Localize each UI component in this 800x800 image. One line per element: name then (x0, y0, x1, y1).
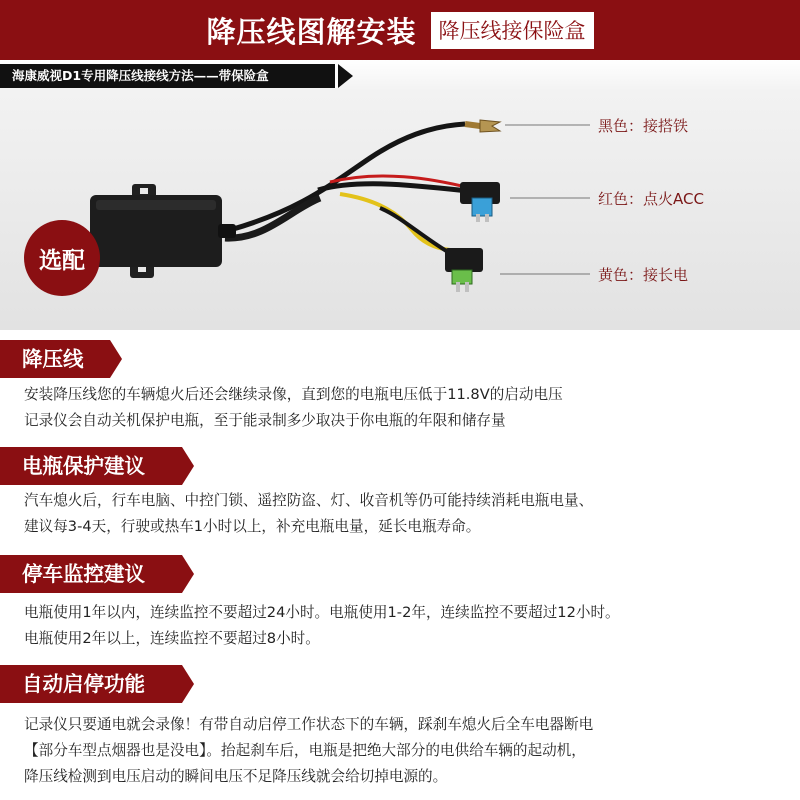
page-banner (0, 0, 800, 60)
strip-label: 海康威视D1专用降压线接线方法——带保险盒 (0, 64, 338, 88)
subheading-strip (0, 60, 800, 90)
text-line: 记录仪只要通电就会录像！有带自动启停工作状态下的车辆，踩刹车熄火后全车电器断电 (24, 716, 594, 733)
section-heading-step-down-cable: 降压线 (0, 340, 110, 378)
text-line: 降压线检测到电压启动的瞬间电压不足降压线就会给切掉电源的。 (24, 768, 448, 785)
text-line: 建议每3-4天，行驶或热车1小时以上，补充电瓶电量，延长电瓶寿命。 (24, 518, 481, 535)
banner-title: 降压线图解安装 (206, 14, 417, 49)
section-heading-battery-protection: 电瓶保护建议 (0, 447, 182, 485)
banner-subtitle: 降压线接保险盒 (431, 12, 594, 49)
text-line: 电瓶使用1年以内，连续监控不要超过24小时。电瓶使用1-2年，连续监控不要超过12小时。 (24, 604, 620, 621)
battery-fuse-holder (445, 248, 483, 272)
optional-badge: 选配 (24, 220, 100, 296)
text-line: 记录仪会自动关机保护电瓶，至于能录制多少取决于你电瓶的年限和储存量 (24, 412, 506, 429)
section-body-battery-protection (24, 488, 790, 540)
yellow-wire-label: 黄色：接长电 (598, 266, 689, 284)
text-line: 电瓶使用2年以上，连续监控不要超过8小时。 (24, 630, 320, 647)
section-body-parking-monitor (24, 600, 790, 652)
ground-terminal (480, 120, 500, 132)
text-line: 汽车熄火后，行车电脑、中控门锁、遥控防盗、灯、收音机等仍可能持续消耗电瓶电量、 (24, 492, 594, 509)
product-diagram (0, 90, 800, 330)
black-wire (230, 124, 465, 230)
text-line: 安装降压线您的车辆熄火后还会继续录像，直到您的电瓶电压低于11.8V的启动电压 (24, 386, 563, 403)
red-wire-label: 红色：点火ACC (598, 190, 704, 208)
section-heading-auto-start-stop: 自动启停功能 (0, 665, 182, 703)
black-wire-label: 黑色：接搭铁 (598, 117, 689, 135)
section-heading-parking-monitor: 停车监控建议 (0, 555, 182, 593)
section-body-auto-start-stop (24, 712, 790, 790)
text-line: 【部分车型点烟器也是没电】。抬起刹车后，电瓶是把绝大部分的电供给车辆的起动机， (24, 742, 586, 759)
section-body-step-down-cable (24, 382, 790, 434)
